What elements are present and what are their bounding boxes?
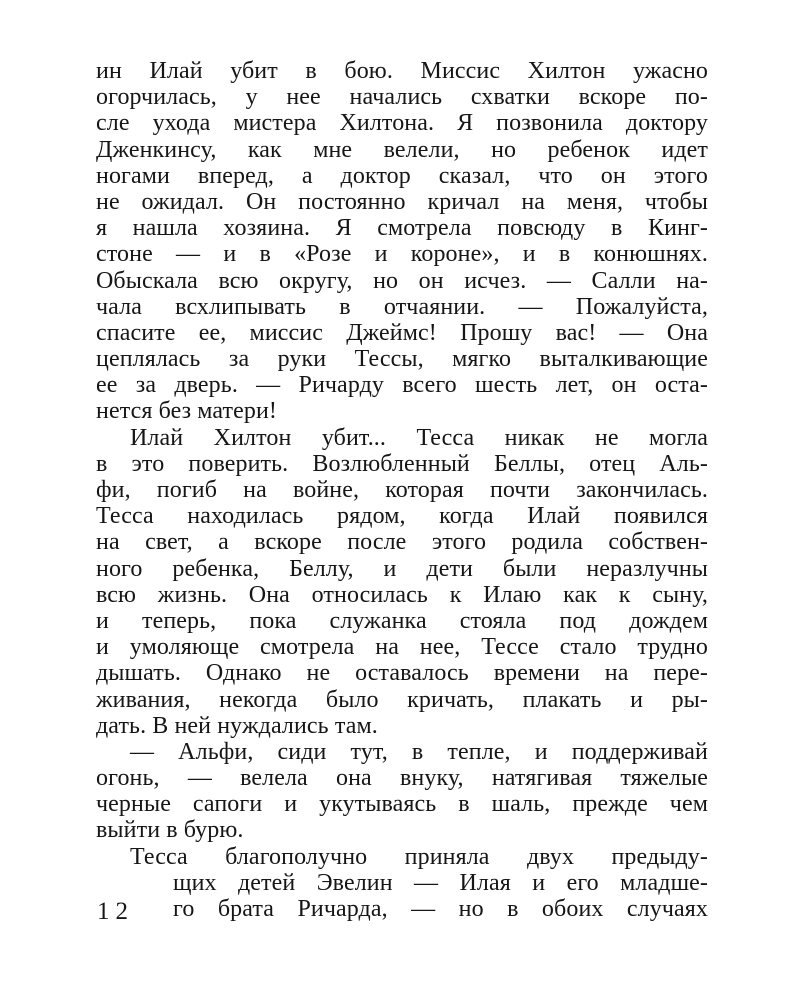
- text-line: огорчилась, у нее начались схватки вскоре по-: [96, 84, 708, 111]
- text-line: всю жизнь. Она относилась к Илаю как к сыну,: [96, 581, 708, 608]
- text-line: стоне — и в «Розе и короне», и в конюшнях.: [96, 241, 708, 268]
- text-line: дышать. Однако не оставалось времени на пере-: [96, 660, 708, 687]
- text-line: Обыскала всю округу, но он исчез. — Салли на-: [96, 267, 708, 294]
- text-line: Тесса благополучно приняла двух предыду-: [130, 843, 708, 870]
- text-line: нется без матери!: [96, 398, 278, 425]
- text-line: ного ребенка, Беллу, и дети были неразлучны: [96, 555, 708, 582]
- text-line: — Альфи, сиди тут, в тепле, и поддерживай: [130, 738, 708, 765]
- text-line: огонь, — велела она внуку, натягивая тяжелые: [96, 765, 708, 792]
- text-line: живания, некогда было кричать, плакать и ры-: [96, 686, 708, 713]
- text-line: цеплялась за руки Тессы, мягко выталкивающие: [96, 346, 708, 373]
- text-line: чала всхлипывать в отчаянии. — Пожалуйста,: [96, 293, 708, 320]
- text-line: ее за дверь. — Ричарду всего шесть лет, он оста-: [96, 372, 708, 399]
- text-line: спасите ее, миссис Джеймс! Прошу вас! — Она: [96, 319, 708, 346]
- text-line: го брата Ричарда, — но в обоих случаях: [173, 896, 708, 922]
- text-line: на свет, а вскоре после этого родила собствен-: [96, 529, 708, 556]
- text-line: в это поверить. Возлюбленный Беллы, отец Аль-: [96, 450, 708, 477]
- text-line: я нашла хозяина. Я смотрела повсюду в Кинг-: [96, 215, 708, 242]
- text-line: сле ухода мистера Хилтона. Я позвонила доктору: [96, 110, 708, 137]
- text-line: щих детей Эвелин — Илая и его младше-: [173, 869, 708, 896]
- text-line: не ожидал. Он постоянно кричал на меня, чтобы: [96, 188, 708, 215]
- text-line: и теперь, пока служанка стояла под дождем: [96, 607, 708, 634]
- text-line: Дженкинсу, как мне велели, но ребенок идет: [96, 136, 708, 163]
- page-number: 12: [97, 898, 134, 925]
- text-line: и умоляюще смотрела на нее, Тессе стало трудно: [96, 634, 708, 661]
- text-line: фи, погиб на войне, которая почти закончилась.: [96, 477, 708, 503]
- text-line: черные сапоги и укутываясь в шаль, прежде чем: [96, 791, 708, 818]
- text-line: ногами вперед, а доктор сказал, что он этого: [96, 162, 708, 189]
- text-line: Тесса находилась рядом, когда Илай появился: [96, 503, 708, 530]
- text-line: Илай Хилтон убит... Тесса никак не могла: [130, 424, 708, 451]
- text-line: ин Илай убит в бою. Миссис Хилтон ужасно: [96, 58, 708, 84]
- text-line: дать. В ней нуждались там.: [96, 712, 378, 739]
- text-block: [96, 58, 708, 925]
- text-line: выйти в бурю.: [96, 817, 244, 844]
